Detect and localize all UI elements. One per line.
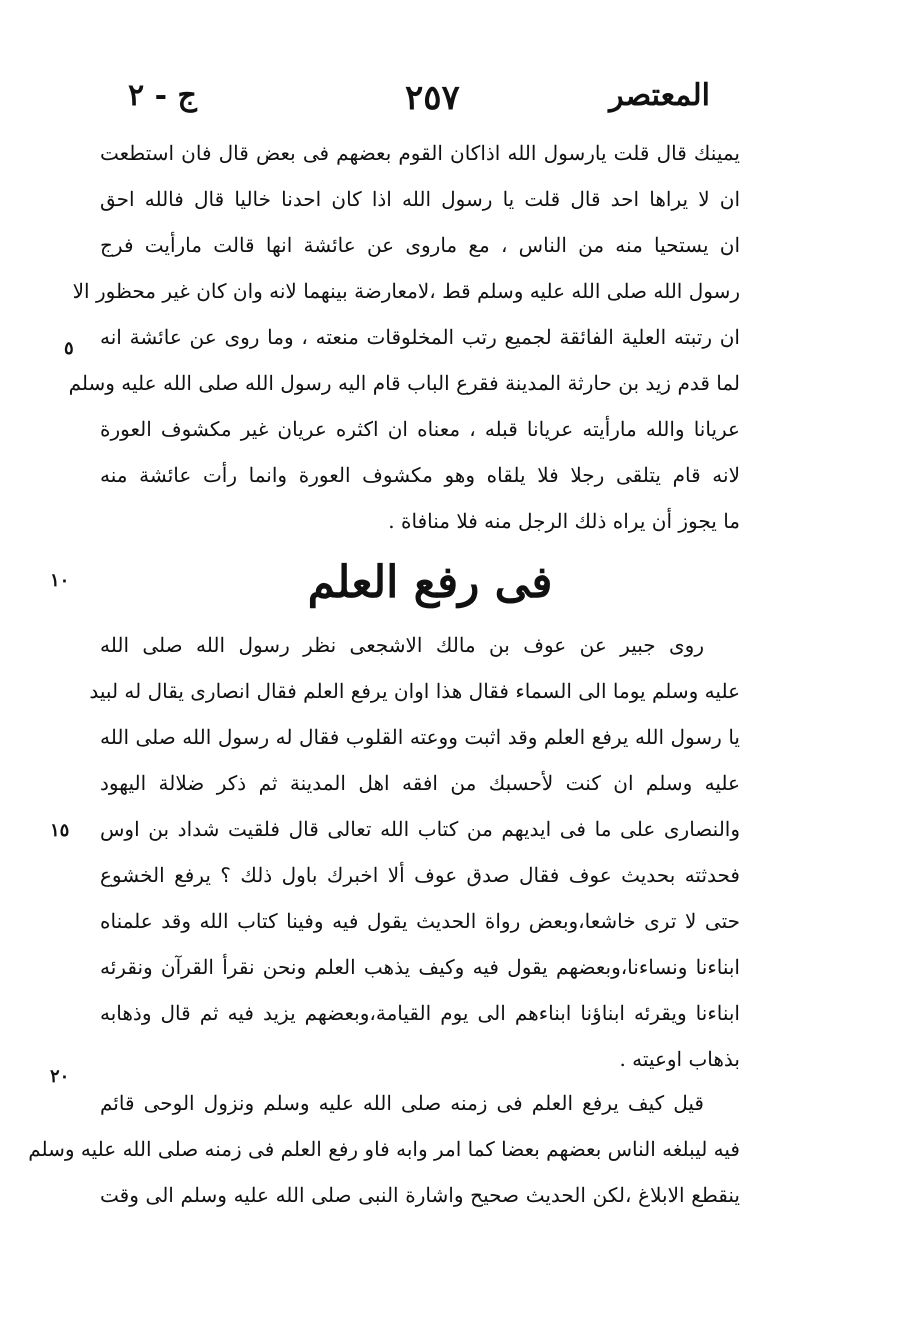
text-line: ما يجوز أن يراه ذلك الرجل منه فلا منافاة . — [388, 509, 740, 533]
text-line: لما قدم زيد بن حارثة المدينة فقرع الباب قام اليه رسول الله صلى الله عليه وسلم — [68, 371, 740, 395]
paragraph-2 — [89, 622, 740, 1082]
page-number: ٢٥٧ — [405, 78, 460, 118]
paragraph-1 — [68, 130, 740, 544]
text-line: فحدثته بحديث عوف فقال صدق عوف ألا اخبرك باول ذلك ؟ يرفع الخشوع — [100, 863, 740, 887]
text-line: بذهاب اوعيته . — [619, 1047, 740, 1071]
margin-line-number: ٥ — [64, 338, 74, 359]
volume-label: ج - ٢ — [128, 78, 197, 113]
text-line: ان يستحيا منه من الناس ، مع ماروى عن عائشة انها قالت مارأيت فرج — [100, 233, 740, 257]
text-line: عريانا والله مارأيته عريانا قبله ، معناه ان اكثره عريان غير مكشوف العورة — [100, 417, 740, 441]
text-line: قيل كيف يرفع العلم فى زمنه صلى الله عليه وسلم ونزول الوحى قائم — [100, 1091, 704, 1115]
text-line: فيه ليبلغه الناس بعضهم بعضا كما امر وابه فاو رفع العلم فى زمنه صلى الله عليه وسلم — [28, 1137, 740, 1161]
text-line: لانه قام يتلقى رجلا فلا يلقاه وهو مكشوف العورة وانما رأت عائشة منه — [100, 463, 740, 487]
book-title: المعتصر — [609, 78, 710, 113]
margin-line-number: ١٠ — [50, 570, 70, 591]
text-line: ان لا يراها احد قال قلت يا رسول الله اذا كان احدنا خاليا قال فالله احق — [100, 187, 740, 211]
text-line: حتى لا ترى خاشعا،وبعض رواة الحديث يقول فيه وفينا كتاب الله وقد علمناه — [100, 909, 740, 933]
section-heading: فى رفع العلم — [307, 557, 553, 608]
paragraph-3 — [28, 1080, 740, 1218]
text-line: ابناءنا ويقرئه ابناؤنا ابناءهم الى يوم القيامة،وبعضهم يزيد فيه ثم قال وذهابه — [100, 1001, 740, 1025]
text-line: عليه وسلم يوما الى السماء فقال هذا اوان يرفع العلم فقال انصارى يقال له لبيد — [89, 679, 740, 703]
text-line: يمينك قال قلت يارسول الله اذاكان القوم بعضهم فى بعض قال فان استطعت — [100, 141, 740, 165]
text-line: ان رتبته العلية الفائقة لجميع رتب المخلوقات منعته ، وما روى عن عائشة انه — [100, 325, 740, 349]
running-header — [120, 78, 720, 122]
margin-line-number: ٢٠ — [50, 1066, 70, 1087]
text-line: رسول الله صلى الله عليه وسلم قط ،لامعارضة بينهما لانه وان كان غير محظور الا — [72, 279, 740, 303]
margin-line-number: ١٥ — [50, 820, 70, 841]
text-line: عليه وسلم ان كنت لأحسبك من افقه اهل المدينة ثم ذكر ضلالة اليهود — [100, 771, 740, 795]
text-line: والنصارى على ما فى ايديهم من كتاب الله تعالى قال فلقيت شداد بن اوس — [100, 817, 740, 841]
text-line: روى جبير عن عوف بن مالك الاشجعى نظر رسول الله صلى الله — [100, 633, 704, 657]
text-line: ابناءنا ونساءنا،وبعضهم يقول فيه وكيف يذهب العلم ونحن نقرأ القرآن ونقرئه — [100, 955, 740, 979]
text-line: يا رسول الله يرفع العلم وقد اثبت ووعته القلوب فقال له رسول الله صلى الله — [100, 725, 740, 749]
text-line: ينقطع الابلاغ ،لكن الحديث صحيح واشارة النبى صلى الله عليه وسلم الى وقت — [100, 1183, 740, 1207]
